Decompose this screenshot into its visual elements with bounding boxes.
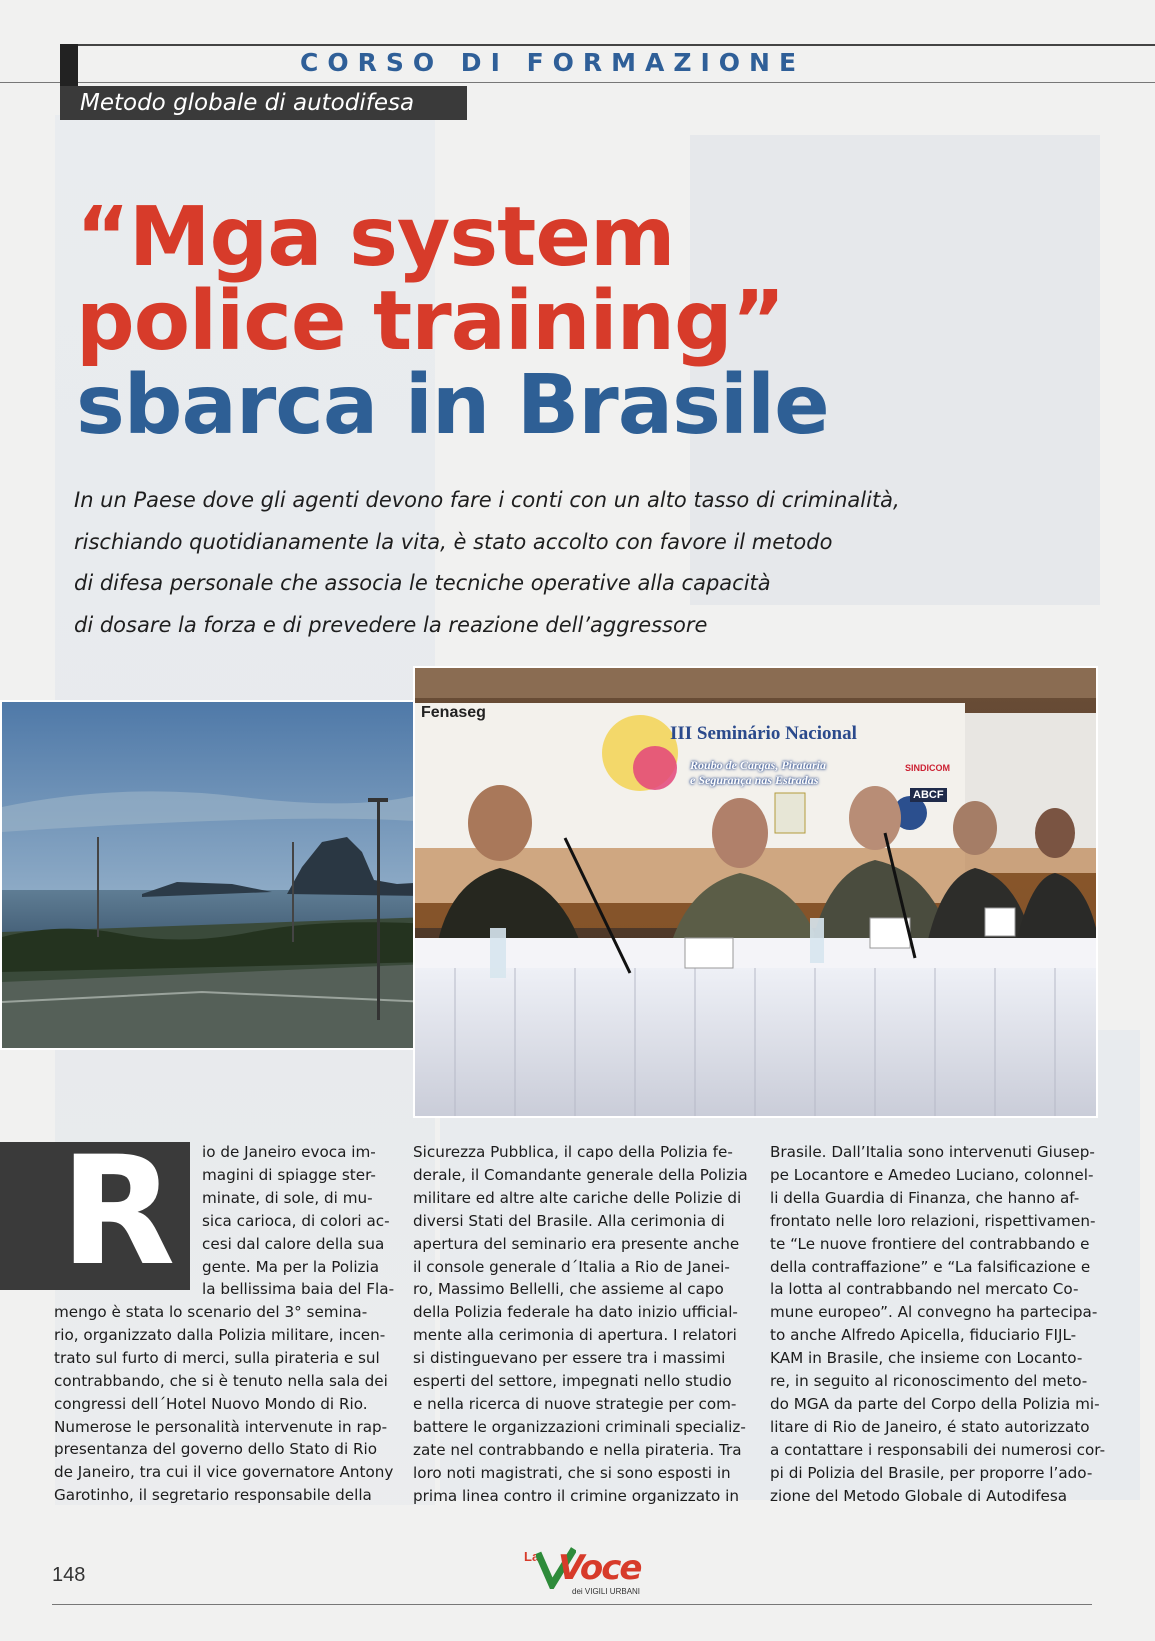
text-line: prima linea contro il crimine organizzato in (413, 1486, 739, 1505)
text-line: zate nel contrabbando e nella pirateria. Tra (413, 1440, 742, 1459)
headline (76, 190, 976, 453)
headline-line: sbarca in Brasile (76, 358, 829, 453)
text-line: la bellissima baia del Fla- (202, 1280, 395, 1299)
text-line: Sicurezza Pubblica, il capo della Polizia fe- (413, 1143, 733, 1161)
banner-subtitle-line: Roubo de Cargas, Pirataria (690, 758, 827, 772)
article-column-2 (413, 1141, 748, 1508)
banner-subtitle (690, 758, 826, 788)
text-line: Brasile. Dall’Italia sono intervenuti Giusep- (770, 1143, 1095, 1161)
text-line: Garotinho, il segretario responsabile della (54, 1486, 372, 1505)
sponsor-logo: SINDICOM (905, 763, 950, 773)
text-line: contrabbando, che si è tenuto nella sala dei (54, 1371, 388, 1390)
text-line: diversi Stati del Brasile. Alla cerimonia di (413, 1211, 725, 1230)
text-line: gente. Ma per la Polizia (202, 1257, 380, 1276)
text-line: presentanza del governo dello Stato di Rio (54, 1440, 378, 1459)
text-line: battere le organizzazioni criminali specializ- (413, 1417, 746, 1436)
text-line: pe Locantore e Amedeo Luciano, colonnel- (770, 1165, 1094, 1184)
sugarloaf-landscape-photo (2, 702, 428, 1050)
text-line: mente alla cerimonia di apertura. I relatori (413, 1326, 737, 1345)
footer-rule (52, 1604, 1092, 1605)
logo-sub: dei VIGILI URBANI (572, 1587, 641, 1596)
text-line: il console generale d´Italia a Rio de Janei- (413, 1257, 730, 1276)
text-line: congressi dell´Hotel Nuovo Mondo di Rio. (54, 1394, 368, 1413)
deck-line: rischiando quotidianamente la vita, è stato accolto con favore il metodo (74, 529, 833, 554)
text-line: io de Janeiro evoca im- (202, 1143, 376, 1161)
text-line: della contraffazione” e “La falsificazione e (770, 1257, 1091, 1276)
text-line: KAM in Brasile, che insieme con Locanto- (770, 1349, 1083, 1368)
text-line: te “Le nuove frontiere del contrabbando e (770, 1234, 1090, 1253)
text-line: derale, il Comandante generale della Polizia (413, 1165, 748, 1184)
text-line: esperti del settore, impegnati nello studio (413, 1372, 732, 1391)
article-column-1 (54, 1301, 394, 1507)
text-line: zione del Metodo Globale di Autodifesa (770, 1486, 1068, 1505)
seminar-photo (413, 666, 1098, 1118)
banner-title: III Seminário Nacional (670, 723, 857, 744)
text-line: cesi dal calore della sua (202, 1234, 385, 1253)
text-line: trato sul furto di merci, sulla pirateria e sul (54, 1348, 380, 1367)
text-line: ro, Massimo Bellelli, che assieme al capo (413, 1280, 724, 1299)
rio-photo (0, 700, 428, 1050)
subsection-label: Metodo globale di autodifesa (60, 86, 467, 120)
article-column-1-top (202, 1141, 395, 1301)
page-number: 148 (52, 1564, 86, 1586)
article-column-3 (770, 1141, 1106, 1508)
text-line: litare di Rio de Janeiro, é stato autorizzato (770, 1417, 1090, 1436)
text-line: mengo è stata lo scenario del 3° semina- (54, 1303, 368, 1321)
text-line: sica carioca, di colori ac- (202, 1211, 390, 1230)
text-line: Numerose le personalità intervenute in rap- (54, 1417, 388, 1436)
text-line: della Polizia federale ha dato inizio ufficial- (413, 1303, 738, 1322)
text-line: to anche Alfredo Apicella, fiduciario FIJL- (770, 1326, 1077, 1345)
deck-line: di difesa personale che associa le tecniche operative alla capacità (74, 571, 771, 595)
text-line: apertura del seminario era presente anche (413, 1234, 740, 1253)
sponsor-logo: ABCF (910, 788, 947, 802)
text-line: minate, di sole, di mu- (202, 1188, 373, 1207)
logo-prefix: La (524, 1549, 540, 1564)
text-line: de Janeiro, tra cui il vice governatore Antony (54, 1463, 394, 1482)
text-line: frontato nelle loro relazioni, rispettivamen- (770, 1211, 1096, 1230)
deck-line: In un Paese dove gli agenti devono fare i conti con un alto tasso di criminalità, (74, 488, 900, 512)
text-line: rio, organizzato dalla Polizia militare, incen- (54, 1325, 386, 1344)
text-line: do MGA da parte del Corpo della Polizia mi- (770, 1394, 1100, 1413)
text-line: li della Guardia di Finanza, che hanno af- (770, 1188, 1080, 1207)
header-rule (60, 44, 1155, 46)
headline-line: “Mga system (76, 190, 675, 285)
banner-logo: Fenaseg (421, 704, 486, 721)
text-line: mune europeo”. Al convegno ha partecipa- (770, 1303, 1098, 1322)
text-line: re, in seguito al riconoscimento del meto- (770, 1372, 1088, 1391)
text-line: a contattare i responsabili dei numerosi cor- (770, 1440, 1106, 1459)
deck-line: di dosare la forza e di prevedere la reazione dell’aggressore (74, 612, 708, 637)
text-line: magini di spiagge ster- (202, 1165, 376, 1184)
banner-subtitle-line: e Segurança nas Estradas (690, 773, 819, 787)
section-title: CORSO DI FORMAZIONE (300, 48, 806, 77)
logo-main: Voce (558, 1548, 641, 1588)
text-line: pi di Polizia del Brasile, per proporre l’ado- (770, 1463, 1093, 1482)
headline-line: police training” (76, 274, 785, 369)
text-line: e nella ricerca di nuove strategie per com- (413, 1394, 737, 1413)
magazine-logo (486, 1545, 666, 1601)
dropcap: R (60, 1125, 176, 1299)
article-deck (74, 480, 954, 646)
text-line: militare ed altre alte cariche delle Polizie di (413, 1188, 742, 1207)
text-line: loro noti magistrati, che si sono esposti in (413, 1463, 731, 1482)
text-line: la lotta al contrabbando nel mercato Co- (770, 1280, 1079, 1299)
header-rule (0, 82, 1155, 83)
text-line: si distinguevano per essere tra i massimi (413, 1349, 726, 1368)
